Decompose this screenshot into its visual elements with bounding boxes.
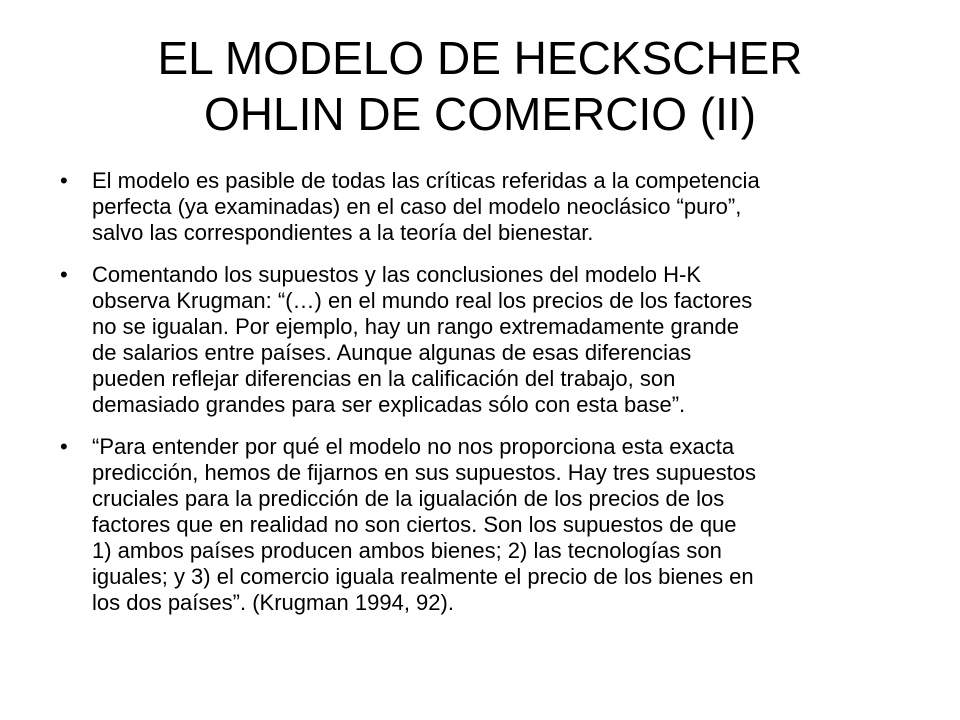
bullet-line: 1) ambos países producen ambos bienes; 2) las tecnologías son: [92, 538, 722, 563]
bullet-line: predicción, hemos de fijarnos en sus supuestos. Hay tres supuestos: [92, 460, 757, 485]
bullet-item: [60, 168, 920, 246]
bullet-line: Comentando los supuestos y las conclusiones del modelo H-K: [92, 262, 701, 287]
bullet-marker: •: [60, 168, 68, 193]
bullet-line: de salarios entre países. Aunque algunas de esas diferencias: [92, 340, 692, 365]
slide-title: [60, 30, 900, 142]
bullet-line: “Para entender por qué el modelo no nos proporciona esta exacta: [92, 434, 735, 459]
bullet-list: [60, 168, 920, 632]
bullet-marker: •: [60, 262, 68, 287]
bullet-line: iguales; y 3) el comercio iguala realmente el precio de los bienes en: [92, 564, 754, 589]
bullet-line: demasiado grandes para ser explicadas sólo con esta base”.: [92, 392, 686, 417]
slide-title-line: OHLIN DE COMERCIO (II): [203, 88, 757, 140]
bullet-line: El modelo es pasible de todas las críticas referidas a la competencia: [92, 168, 760, 193]
bullet-item: [60, 262, 920, 418]
bullet-line: perfecta (ya examinadas) en el caso del modelo neoclásico “puro”,: [92, 194, 742, 219]
bullet-item: [60, 434, 920, 616]
slide-title-line: EL MODELO DE HECKSCHER: [157, 32, 803, 84]
bullet-line: los dos países”. (Krugman 1994, 92).: [92, 590, 454, 615]
bullet-line: factores que en realidad no son ciertos. Son los supuestos de que: [92, 512, 737, 537]
bullet-line: cruciales para la predicción de la igualación de los precios de los: [92, 486, 725, 511]
bullet-line: no se igualan. Por ejemplo, hay un rango extremadamente grande: [92, 314, 739, 339]
bullet-line: observa Krugman: “(…) en el mundo real los precios de los factores: [92, 288, 753, 313]
bullet-line: pueden reflejar diferencias en la calificación del trabajo, son: [92, 366, 676, 391]
bullet-line: salvo las correspondientes a la teoría del bienestar.: [92, 220, 594, 245]
bullet-marker: •: [60, 434, 68, 459]
